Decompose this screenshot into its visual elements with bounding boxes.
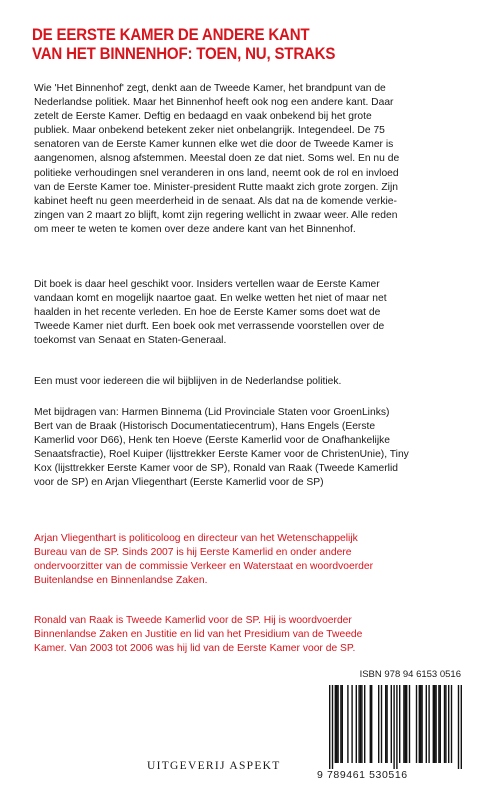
- barcode-bar: [399, 685, 400, 763]
- title-line-2: VAN HET BINNENHOF: TOEN, NU, STRAKS: [32, 45, 336, 63]
- barcode-bar: [416, 685, 417, 763]
- barcode-digits: 9 789461 530516: [317, 769, 408, 781]
- text-line: senatoren van de Eerste Kamer kunnen elke wet die door de Tweede Kamer is: [34, 139, 394, 151]
- barcode-bar: [385, 685, 386, 763]
- barcode-bar: [396, 685, 397, 769]
- barcode-bars: [317, 683, 465, 769]
- barcode-bar: [458, 685, 459, 769]
- barcode-bar: [337, 685, 338, 763]
- barcode-bar: [336, 685, 337, 763]
- barcode-bar: [358, 685, 359, 763]
- text-line: Bert van de Braak (Historisch Documentatiecentrum), Hans Engels (Eerste: [34, 421, 376, 433]
- text-line: Kamer. Van 2003 tot 2006 was hij lid van de Eerste Kamer voor de SP.: [34, 643, 356, 655]
- barcode-bar: [360, 685, 361, 763]
- barcode-bar: [342, 685, 343, 763]
- barcode-bar: [371, 685, 372, 763]
- barcode-bar: [403, 685, 404, 763]
- barcode-bar: [438, 685, 439, 763]
- barcode-bar: [406, 685, 407, 763]
- text-line: Met bijdragen van: Harmen Binnema (Lid Provinciale Staten voor GroenLinks): [34, 407, 390, 418]
- text-line: van de Eerste Kamer toe. Minister-president Rutte maakt zich grote zorgen. Zijn: [34, 181, 398, 193]
- barcode-bar: [428, 685, 429, 763]
- barcode-bar: [361, 685, 362, 763]
- barcode-bar: [386, 685, 387, 763]
- barcode-bar: [332, 685, 333, 769]
- text-line: vandaan komt en mogelijk naartoe gaat. En welke wetten het niet of maar net: [34, 293, 387, 305]
- barcode-bar: [433, 685, 434, 763]
- barcode-bar: [335, 685, 336, 763]
- barcode-bar: [391, 685, 392, 763]
- text-line: kabinet heeft nu geen meerderheid in de senaat. Als dat na de komende verkie-: [34, 195, 397, 207]
- barcode-bar: [420, 685, 421, 763]
- book-description-paragraph: [34, 278, 474, 348]
- barcode-bar: [370, 685, 371, 763]
- barcode-bar: [451, 685, 452, 763]
- text-line: haalden in het recente verleden. En hoe de Eerste Kamer soms doet wat de: [34, 307, 381, 319]
- back-cover-title: [32, 26, 451, 64]
- barcode-bar: [393, 685, 394, 769]
- text-line: Nederlandse politiek. Maar het Binnenhof heeft ook nog een andere kant. Daar: [34, 97, 394, 109]
- publisher-name: UITGEVERIJ ASPEKT: [147, 760, 281, 772]
- must-read-paragraph: [34, 375, 474, 389]
- barcode-bar: [461, 685, 462, 769]
- barcode-bar: [364, 685, 365, 763]
- barcode-bar: [445, 685, 446, 763]
- text-line: Buitenlandse en Binnenlandse Zaken.: [34, 575, 208, 587]
- text-line: Arjan Vliegenthart is politicoloog en directeur van het Wetenschappelijk: [34, 533, 358, 544]
- barcode-bar: [405, 685, 406, 763]
- text-line: Tweede Kamer niet durft. Een boek ook met verrassende voorstellen over de: [34, 321, 385, 333]
- text-line: Senaatsfractie), Roel Kuiper (lijsttrekker Eerste Kamer voor de ChristenUnie), Tiny: [34, 449, 409, 461]
- text-line: publiek. Maar onbekend betekent zeker niet onbelangrijk. Integendeel. De 75: [34, 125, 385, 137]
- text-line: voor de SP) en Arjan Vliegenthart (Eerste Kamerlid voor de SP): [34, 477, 324, 489]
- barcode-bar: [378, 685, 379, 763]
- text-line: Ronald van Raak is Tweede Kamerlid voor de SP. Hij is woordvoerder: [34, 615, 352, 626]
- barcode-bar: [419, 685, 420, 763]
- barcode-bar: [329, 685, 330, 769]
- barcode-bar: [435, 685, 436, 763]
- author-bio-van-raak: [34, 614, 474, 656]
- barcode-bar: [409, 685, 410, 763]
- text-line: toekomst van Senaat en Staten-Generaal.: [34, 335, 227, 347]
- text-line: Binnenlandse Zaken en Justitie en lid van het Presidium van de Tweede: [34, 629, 363, 641]
- barcode-bar: [421, 685, 422, 763]
- barcode-bar: [351, 685, 352, 763]
- barcode-bar: [440, 685, 441, 763]
- barcode-bar: [356, 685, 357, 763]
- text-line: zetelt de Eerste Kamer. Deftig en bedaagd en vaak onbekend bij het grote: [34, 111, 372, 123]
- text-line: politieke verhoudingen snel veranderen in ons land, neemt ook de rol en invloed: [34, 167, 399, 179]
- text-line: Een must voor iedereen die wil bijblijven in de Nederlandse politiek.: [34, 376, 342, 387]
- text-line: om meer te weten te komen over deze andere kant van het Binnenhof.: [34, 223, 356, 235]
- barcode-bar: [381, 685, 382, 763]
- barcode-bar: [426, 685, 427, 763]
- intro-paragraph: [34, 82, 474, 237]
- title-line-1: DE EERSTE KAMER DE ANDERE KANT: [32, 26, 310, 44]
- barcode-bar: [340, 685, 341, 763]
- text-line: zingen van 2 maart zo blijft, komt zijn regering wellicht in zwaar weer. Alle reden: [34, 209, 398, 221]
- isbn-label: ISBN 978 94 6153 0516: [359, 669, 461, 680]
- text-line: aangenomen, alsnog afstemmen. Meestal doen ze dat niet. Soms wel. En nu de: [34, 153, 400, 165]
- text-line: Wie 'Het Binnenhof' zegt, denkt aan de Tweede Kamer, het brandpunt van de: [34, 83, 386, 94]
- text-line: ondervoorzitter van de commissie Verkeer en Waterstaat en woordvoerder: [34, 561, 374, 573]
- text-line: Bureau van de SP. Sinds 2007 is hij Eerste Kamerlid en onder andere: [34, 547, 352, 559]
- barcode-bar: [448, 685, 449, 763]
- text-line: Dit boek is daar heel geschikt voor. Insiders vertellen waar de Eerste Kamer: [34, 279, 380, 290]
- author-bio-vliegenthart: [34, 532, 474, 588]
- barcode-bar: [444, 685, 445, 763]
- text-line: Kamerlid voor D66), Henk ten Hoeve (Eerste Kamerlid voor de Onafhankelijke: [34, 435, 390, 447]
- isbn-barcode: [317, 683, 465, 783]
- barcode-bar: [347, 685, 348, 763]
- text-line: Kox (lijsttrekker Eerste Kamer voor de SP), Ronald van Raak (Tweede Kamerlid: [34, 463, 398, 475]
- contributors-paragraph: [34, 406, 474, 491]
- barcode-bar: [434, 685, 435, 763]
